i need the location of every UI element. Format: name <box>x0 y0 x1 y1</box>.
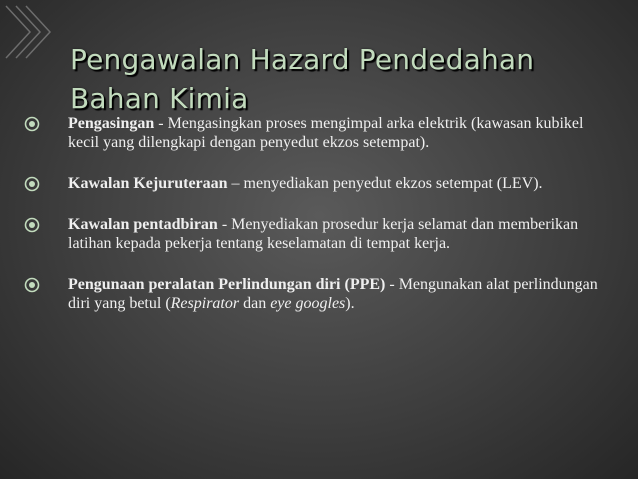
list-item <box>24 215 614 253</box>
circled-dot-icon <box>24 277 40 293</box>
item-italic-term: eye googles <box>270 295 346 312</box>
item-description-part: - Mengunakan alat perlindungan diri yang betul ( <box>68 276 598 312</box>
item-description-part: ). <box>345 295 355 312</box>
item-term: Kawalan Kejuruteraan <box>68 175 228 192</box>
item-term: Kawalan pentadbiran <box>68 216 218 233</box>
list-item <box>24 114 614 152</box>
item-term: Pengunaan peralatan Perlindungan diri (PPE) <box>68 276 386 293</box>
item-description: – menyediakan penyedut ekzos setempat (LEV). <box>227 175 543 192</box>
list-item <box>24 275 614 313</box>
list-item <box>24 174 614 193</box>
corner-chevron-decoration <box>0 0 60 110</box>
item-description: - Mengasingkan proses mengimpal arka elektrik (kawasan kubikel kecil yang dilengkapi dengan penyedut ekzos setempat). <box>68 115 584 151</box>
item-description-part: dan <box>239 295 271 312</box>
circled-dot-icon <box>24 176 40 192</box>
item-italic-term: Respirator <box>170 295 240 312</box>
chevron-icon <box>6 6 30 58</box>
bullet-list <box>24 114 614 313</box>
circled-dot-icon <box>24 116 40 132</box>
item-term: Pengasingan <box>68 115 155 132</box>
chevron-icon <box>16 6 40 58</box>
slide-title: Pengawalan Hazard Pendedahan Bahan Kimia <box>70 43 535 115</box>
circled-dot-icon <box>24 217 40 233</box>
item-description: - Menyediakan prosedur kerja selamat dan memberikan latihan kepada pekerja tentang keselamatan di tempat kerja. <box>68 216 579 252</box>
